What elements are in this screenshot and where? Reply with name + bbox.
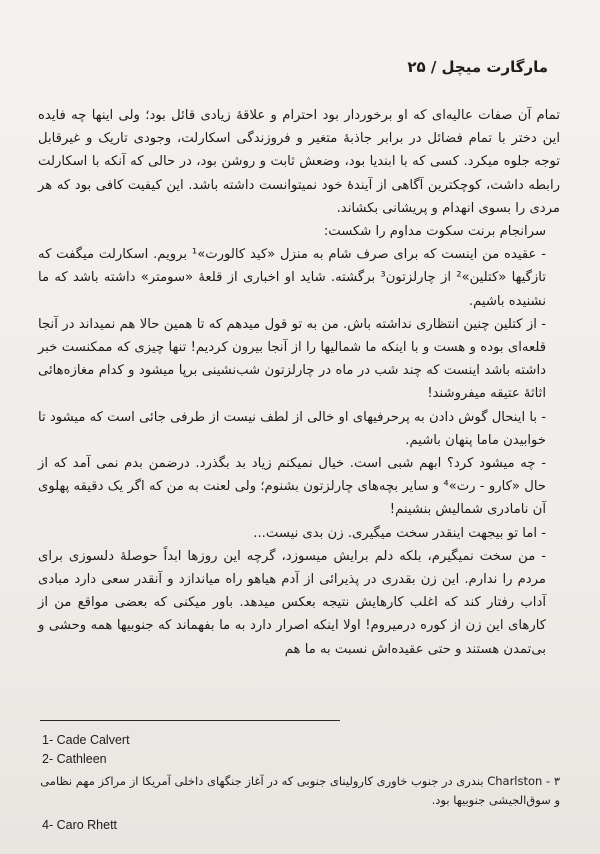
body-text — [38, 104, 560, 661]
footnote-2: 2- Cathleen — [42, 752, 107, 766]
footnote-3: ۳ - Charlston بندری در جنوب خاوری کارولینای جنوبی که در آغاز جنگهای داخلی آمریکا از مراکز مهم نظامی و سوق‌الجیشی جنوبیها بود. — [40, 774, 560, 807]
paragraph: تمام آن صفات عالیه‌ای که او برخوردار بود احترام و علاقهٔ زیادی قائل بود؛ ولی اینها چه فایده این دختر با تمام فضائل در برابر جاذبهٔ متغیر و فروزندگی اسکارلت، وجودی تاریک و غیرقابل توجه جلوه میکرد. کسی که با ابندیا بود، وضعش ثابت و روشن بود، در حالی که آنکه با اسکارلت رابطه داشت، کوچکترین آگاهی از آیندهٔ خود نمیتوانست داشته باشد. این کیفیت کافی بود که هر مردی را بسوی انهدام و پریشانی بکشاند. — [38, 108, 560, 216]
paragraph: - اما تو بیجهت اینقدر سخت میگیری. زن بدی نیست... — [253, 525, 546, 541]
running-header: مارگارت میچل / ۲۵ — [407, 58, 548, 76]
paragraph: - با اینحال گوش دادن به پرحرفیهای او خالی از لطف نیست از طرفی جائی است که میشود تا خوابیدن ماما پنهان باشیم. — [38, 409, 546, 448]
paragraph: - چه میشود کرد؟ ابهم شبی است. خیال نمیکنم زیاد بد بگذرد. درضمن بدم نمی آمد که از حال «کارو - رت»⁴ و سایر بچه‌های چارلزتون بشنوم؛ ولی لعنت به من که اگر یک دقیقه پهلوی آن نامادری شمالیش بنشینم! — [38, 456, 547, 518]
footnote-4: 4- Caro Rhett — [42, 818, 118, 832]
paragraph: - عقیده من اینست که برای صرف شام به منزل «کید کالورت»¹ برویم. اسکارلت میگفت که تازگیها «کتلین»² از چارلزتون³ برگشته. شاید او اخباری از قلعهٔ «سومتر» داشته باشد که ما نشنیده باشیم. — [38, 247, 546, 309]
paragraph: سرانجام برنت سکوت مداوم را شکست: — [323, 224, 546, 240]
footnote-1: 1- Cade Calvert — [42, 733, 130, 747]
paragraph: - از کتلین چنین انتظاری نداشته باش. من به تو قول میدهم که تا همین حالا هم نمیداند در آنجا قلعه‌ای بوده و هست و با اینکه ما شمالیها را از آنجا بیرون کردیم! تنها چیزی که ممکنست خبر داشته باشد اینست که چند شب در ماه در چارلزتون شب‌نشینی برپا میشود و کدام مغازه‌هائی اثاثهٔ عتیقه میفروشند! — [38, 316, 546, 402]
footnote-divider — [40, 720, 340, 721]
paragraph: - من سخت نمیگیرم، بلکه دلم برایش میسوزد، گرچه این روزها ابداً حوصلهٔ دلسوزی برای مردم را ندارم. این زن بقدری در پذیرائی از آدم هیاهو راه میاندازد و آنقدر سعی دارد مبادی آداب رفتار کند که اغلب کارهایش نتیجه بعکس میدهد. باور میکنی که بعضی مواقع من از کارهای این زن از کوره درمیروم! اولا اینکه اصرار دارد به ما بفهماند که جنوبیها همه وحشی و بی‌تمدن هستند و حتی عقیده‌اش نسبت به ما هم — [38, 548, 546, 657]
